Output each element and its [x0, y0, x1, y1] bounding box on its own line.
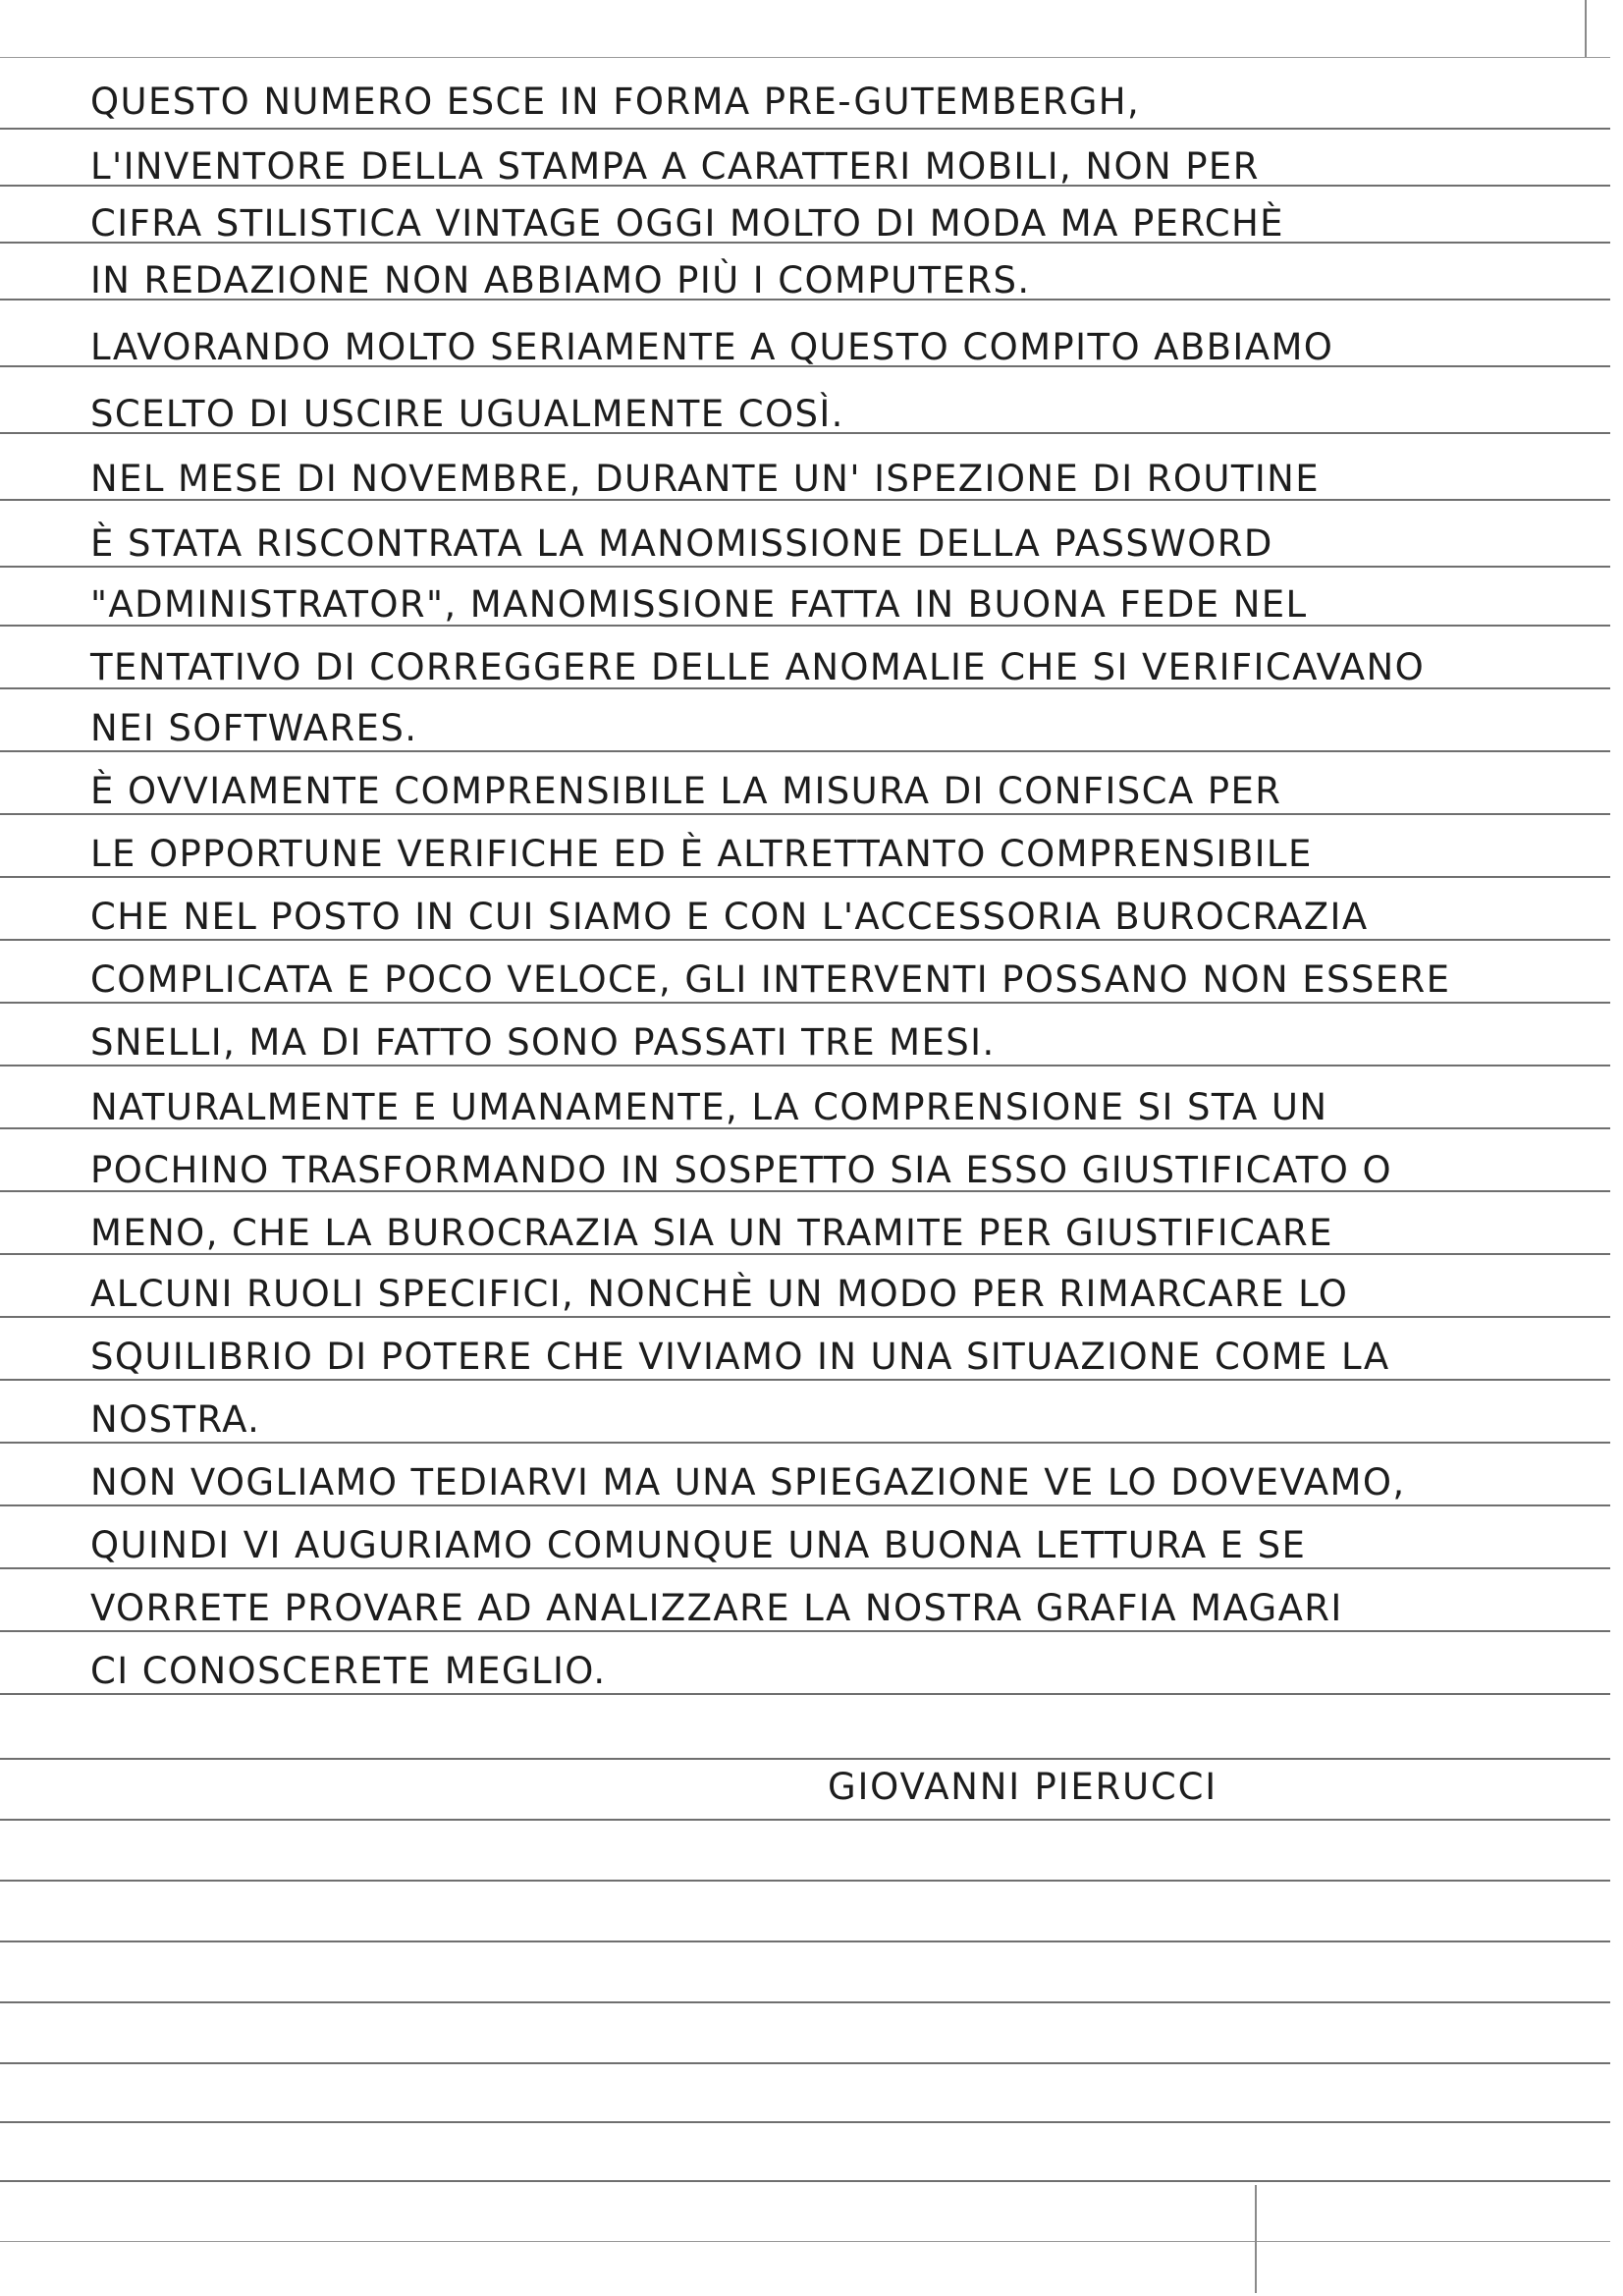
text-line: NOSTRA. [90, 1398, 261, 1441]
page-rule [0, 1065, 1610, 1066]
page-rule [0, 939, 1610, 941]
page-rule [0, 1630, 1610, 1632]
text-line: NEI SOFTWARES. [90, 707, 418, 749]
page-rule [0, 57, 1610, 58]
author-signature: GIOVANNI PIERUCCI [828, 1766, 1217, 1808]
text-line: QUINDI VI AUGURIAMO COMUNQUE UNA BUONA LETTURA E SE [90, 1524, 1307, 1566]
text-line: MENO, CHE LA BUROCRAZIA SIA UN TRAMITE PER GIUSTIFICARE [90, 1212, 1333, 1254]
text-line: QUESTO NUMERO ESCE IN FORMA PRE-GUTEMBERGH, [90, 81, 1141, 123]
page-rule [0, 128, 1610, 130]
page-rule [0, 2180, 1610, 2182]
page-rule [0, 1941, 1610, 1942]
text-line: CHE NEL POSTO IN CUI SIAMO E CON L'ACCESSORIA BUROCRAZIA [90, 896, 1369, 938]
text-line: CIFRA STILISTICA VINTAGE OGGI MOLTO DI MODA MA PERCHÈ [90, 202, 1284, 245]
page-rule [0, 2062, 1610, 2064]
page-rule [0, 1316, 1610, 1318]
page-rule [0, 750, 1610, 752]
scan-edge-mark [1585, 0, 1587, 57]
scan-edge-mark [1255, 2185, 1257, 2293]
text-line: POCHINO TRASFORMANDO IN SOSPETTO SIA ESSO GIUSTIFICATO O [90, 1149, 1392, 1191]
text-line: LAVORANDO MOLTO SERIAMENTE A QUESTO COMPITO ABBIAMO [90, 326, 1334, 368]
text-line: SCELTO DI USCIRE UGUALMENTE COSÌ. [90, 393, 844, 435]
text-line: SNELLI, MA DI FATTO SONO PASSATI TRE MESI. [90, 1021, 996, 1064]
text-line: L'INVENTORE DELLA STAMPA A CARATTERI MOBILI, NON PER [90, 145, 1260, 188]
text-line: IN REDAZIONE NON ABBIAMO PIÙ I COMPUTERS. [90, 259, 1031, 301]
text-line: COMPLICATA E POCO VELOCE, GLI INTERVENTI POSSANO NON ESSERE [90, 958, 1451, 1001]
text-line: NEL MESE DI NOVEMBRE, DURANTE UN' ISPEZIONE DI ROUTINE [90, 458, 1321, 500]
text-line: NATURALMENTE E UMANAMENTE, LA COMPRENSIONE SI STA UN [90, 1086, 1328, 1128]
page-rule [0, 2241, 1610, 2242]
text-line: ALCUNI RUOLI SPECIFICI, NONCHÈ UN MODO PER RIMARCARE LO [90, 1273, 1349, 1315]
text-line: VORRETE PROVARE AD ANALIZZARE LA NOSTRA GRAFIA MAGARI [90, 1587, 1343, 1629]
text-line: È STATA RISCONTRATA LA MANOMISSIONE DELLA PASSWORD [90, 522, 1273, 565]
page-rule [0, 566, 1610, 568]
text-line: SQUILIBRIO DI POTERE CHE VIVIAMO IN UNA SITUAZIONE COME LA [90, 1336, 1390, 1378]
page-rule [0, 1002, 1610, 1004]
page-rule [0, 2001, 1610, 2003]
page-rule [0, 1567, 1610, 1569]
text-line: NON VOGLIAMO TEDIARVI MA UNA SPIEGAZIONE VE LO DOVEVAMO, [90, 1461, 1406, 1503]
page-rule [0, 1379, 1610, 1381]
text-line: È OVVIAMENTE COMPRENSIBILE LA MISURA DI CONFISCA PER [90, 770, 1282, 812]
page-rule [0, 1442, 1610, 1444]
text-line: LE OPPORTUNE VERIFICHE ED È ALTRETTANTO COMPRENSIBILE [90, 833, 1313, 875]
page-rule [0, 876, 1610, 878]
page-rule [0, 1693, 1610, 1695]
text-line: "ADMINISTRATOR", MANOMISSIONE FATTA IN BUONA FEDE NEL [90, 583, 1308, 626]
page-rule [0, 2121, 1610, 2123]
page-rule [0, 1880, 1610, 1882]
page-rule [0, 1758, 1610, 1760]
text-line: CI CONOSCERETE MEGLIO. [90, 1650, 607, 1692]
page-rule [0, 1504, 1610, 1506]
text-line: TENTATIVO DI CORREGGERE DELLE ANOMALIE CHE SI VERIFICAVANO [90, 646, 1426, 688]
page-rule [0, 1819, 1610, 1821]
page-rule [0, 813, 1610, 815]
